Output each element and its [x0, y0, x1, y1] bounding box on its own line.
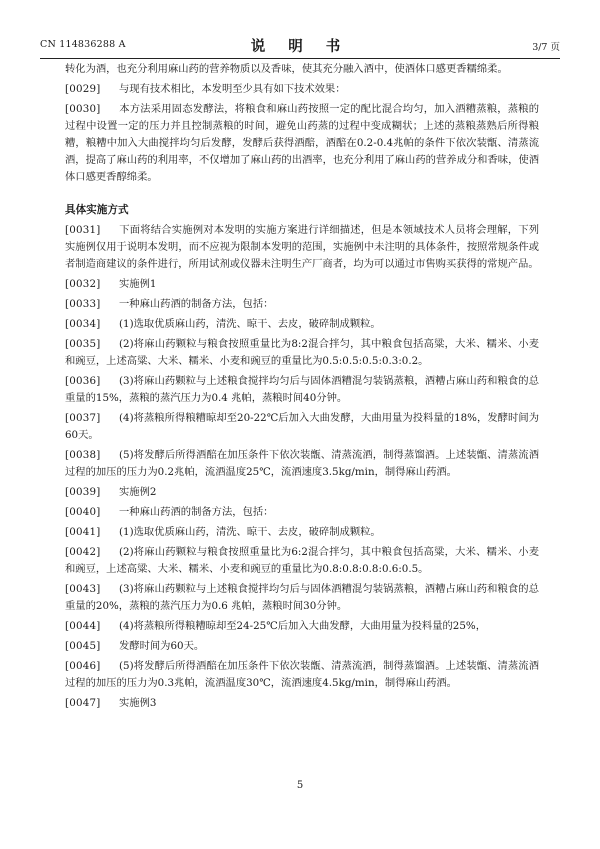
paragraph-number: [0030]: [65, 103, 101, 115]
paragraph-text: (2)将麻山药颗粒与粮食按照重量比为6:2混合拌匀，其中粮食包括高粱，大米、糯米、小麦和豌豆，上述高粱、大米、糯米、小麦和豌豆的重量比为0.8:0.8:0.8:0.6:0.5。: [65, 546, 539, 575]
paragraph-text: 实施例1: [119, 278, 157, 290]
paragraph-number: [0037]: [65, 412, 101, 424]
paragraph-number: [0041]: [65, 526, 101, 538]
paragraph-text: 下面将结合实施例对本发明的实施方案进行详细描述，但是本领域技术人员将会理解，下列实施例仅用于说明本发明，而不应视为限制本发明的范围，实施例中未注明的具体条件，按照常规条件或者制造商建议的条件进行，所用试剂或仪器未注明生产厂商者，均为可以通过市售购买获得的常规产品。: [65, 224, 539, 270]
paragraph-text: 实施例3: [119, 697, 157, 709]
paragraph-number: [0044]: [65, 620, 101, 632]
paragraph-number: [0045]: [65, 640, 101, 652]
paragraph-0030: [65, 101, 539, 186]
document-title: 说 明 书: [250, 38, 350, 55]
paragraph-text: (5)将发酵后所得酒醅在加压条件下依次装甑、清蒸流酒，制得蒸馏酒。上述装甑、清蒸流酒过程的加压的压力为0.3兆帕，流酒温度30℃，流酒速度4.5kg/min，制得麻山药酒。: [65, 660, 539, 689]
paragraph-text: (4)将蒸粮所得粮糟晾却至24-25℃后加入大曲发酵，大曲用量为投料量的25%，: [119, 620, 486, 632]
page-header: [40, 34, 560, 56]
paragraph-text: (1)选取优质麻山药，清洗、晾干、去皮，破碎制成颗粒。: [119, 318, 381, 330]
paragraph-number: [0043]: [65, 583, 101, 595]
paragraph-text: (2)将麻山药颗粒与粮食按照重量比为8:2混合拌匀，其中粮食包括高粱，大米、糯米、小麦和豌豆，上述高粱、大米、糯米、小麦和豌豆的重量比为0.5:0.5:0.5:0.3:0.2。: [65, 338, 539, 367]
paragraph-0037: [65, 410, 539, 444]
patent-number: CN 114836288 A: [40, 39, 126, 50]
paragraph-number: [0031]: [65, 224, 101, 236]
paragraph-number: [0038]: [65, 449, 101, 461]
paragraph-0040: [65, 504, 539, 521]
paragraph-text: (3)将麻山药颗粒与上述粮食搅拌均匀后与固体酒糟混匀装锅蒸粮，酒糟占麻山药和粮食的总重量的20%，蒸粮的蒸汽压力为0.6 兆帕，蒸粮时间30分钟。: [65, 583, 539, 612]
paragraph-number: [0036]: [65, 375, 101, 387]
paragraph-0029: [65, 81, 539, 98]
paragraph-0044: [65, 618, 539, 635]
paragraph-text: 与现有技术相比，本发明至少具有如下技术效果：: [119, 83, 346, 95]
document-body: [65, 61, 539, 715]
paragraph-0046: [65, 658, 539, 692]
paragraph-text: (4)将蒸粮所得粮糟晾却至20-22℃后加入大曲发酵，大曲用量为投料量的18%，发酵时间为60天。: [65, 412, 539, 441]
paragraph-text: 实施例2: [119, 486, 157, 498]
paragraph-text: (5)将发酵后所得酒醅在加压条件下依次装甑、清蒸流酒，制得蒸馏酒。上述装甑、清蒸流酒过程的加压的压力为0.2兆帕，流酒温度25℃，流酒速度3.5kg/min，制得麻山药酒。: [65, 449, 539, 478]
paragraph-text: (3)将麻山药颗粒与上述粮食搅拌均匀后与固体酒糟混匀装锅蒸粮，酒糟占麻山药和粮食的总重量的15%，蒸粮的蒸汽压力为0.4 兆帕，蒸粮时间40分钟。: [65, 375, 539, 404]
paragraph-0032: [65, 276, 539, 293]
paragraph-0038: [65, 447, 539, 481]
paragraph-text: 本方法采用固态发酵法，将粮食和麻山药按照一定的配比混合均匀，加入酒糟蒸粮，蒸粮的过程中设置一定的压力并且控制蒸粮的时间，避免山药蒸的过程中变成糊状；上述的蒸粮蒸熟后所得粮糟，粮糟中加入大曲搅拌均匀后发酵，发酵后获得酒醅，酒醅在0.2-0.4兆帕的条件下依次装甑、清蒸流酒，提高了麻山药的利用率，不仅增加了麻山药的出酒率，也充分利用了麻山药的营养成分和香味，使酒体口感更香醇绵柔。: [65, 103, 539, 183]
paragraph-text: 一种麻山药酒的制备方法，包括：: [119, 298, 274, 310]
section-heading: 具体实施方式: [65, 204, 129, 216]
paragraph-number: [0040]: [65, 506, 101, 518]
page-indicator: 3/7 页: [532, 42, 560, 53]
paragraph-number: [0029]: [65, 83, 101, 95]
paragraph-0047: [65, 695, 539, 712]
paragraph-0043: [65, 581, 539, 615]
paragraph-0041: [65, 524, 539, 541]
page-number: 5: [296, 780, 304, 791]
paragraph-0031: [65, 222, 539, 273]
paragraph-number: [0047]: [65, 697, 101, 709]
paragraph-number: [0039]: [65, 486, 101, 498]
paragraph-number: [0042]: [65, 546, 101, 558]
paragraph-0039: [65, 484, 539, 501]
paragraph-number: [0032]: [65, 278, 101, 290]
paragraph-0045: [65, 638, 539, 655]
paragraph-0033: [65, 296, 539, 313]
paragraph-number: [0035]: [65, 338, 101, 350]
header-divider: [40, 58, 560, 59]
paragraph-number: [0033]: [65, 298, 101, 310]
paragraph-0036: [65, 373, 539, 407]
paragraph-number: [0046]: [65, 660, 101, 672]
paragraph-text: 一种麻山药酒的制备方法，包括：: [119, 506, 274, 518]
paragraph-continuation: 转化为酒，也充分利用麻山药的营养物质以及香味，使其充分融入酒中，使酒体口感更香糯绵柔。: [65, 63, 508, 75]
paragraph-number: [0034]: [65, 318, 101, 330]
paragraph-0042: [65, 544, 539, 578]
paragraph-text: 发酵时间为60天。: [119, 640, 205, 652]
paragraph-text: (1)选取优质麻山药，清洗、晾干、去皮，破碎制成颗粒。: [119, 526, 381, 538]
paragraph-0035: [65, 336, 539, 370]
paragraph-0034: [65, 316, 539, 333]
